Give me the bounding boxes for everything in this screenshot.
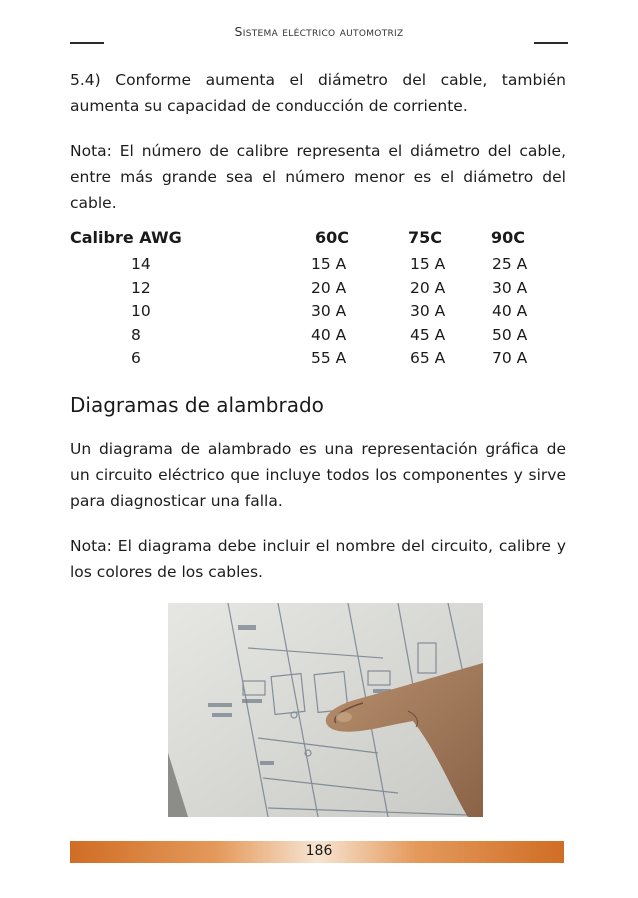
- paragraph-cable-diameter: 5.4) Conforme aumenta el diámetro del cable, también aumenta su capacidad de conducción de corriente.: [70, 71, 566, 115]
- table-row: [70, 326, 566, 350]
- note-diagram-contents: Nota: El diagrama debe incluir el nombre del circuito, calibre y los colores de los cables.: [70, 537, 566, 581]
- wiring-diagram-photo-icon: [168, 603, 483, 817]
- table-cell-90c: 40 A: [492, 302, 528, 320]
- section-heading-wiring-diagrams: Diagramas de alambrado: [70, 393, 324, 417]
- table-row: [70, 279, 566, 303]
- table-cell-90c: 70 A: [492, 349, 528, 367]
- table-cell-75c: 30 A: [410, 302, 446, 320]
- table-row: [70, 349, 566, 373]
- table-cell-90c: 25 A: [492, 255, 528, 273]
- table-cell-gauge: 8: [131, 325, 141, 344]
- table-cell-75c: 15 A: [410, 255, 446, 273]
- table-cell-60c: 20 A: [311, 278, 347, 297]
- table-cell-90c: 30 A: [492, 278, 528, 297]
- table-cell-60c: 30 A: [311, 302, 347, 320]
- table-cell-gauge: 14: [131, 255, 151, 273]
- table-row: [70, 302, 566, 326]
- table-row: [70, 255, 566, 279]
- table-header-75c: 75C: [408, 228, 443, 247]
- header-rule-right: [534, 42, 568, 44]
- header-title: Sistema eléctrico automotriz: [234, 24, 404, 39]
- page-header: [0, 20, 638, 50]
- table-body: [70, 255, 566, 373]
- table-cell-90c: 50 A: [492, 325, 528, 344]
- table-header-60c: 60C: [315, 228, 350, 247]
- table-cell-gauge: 10: [131, 302, 151, 320]
- header-rule-left: [70, 42, 104, 44]
- table-cell-60c: 15 A: [311, 255, 347, 273]
- table-cell-gauge: 12: [131, 278, 151, 297]
- wiring-diagram-photo: [168, 603, 483, 817]
- note-gauge-number: Nota: El número de calibre representa el diámetro del cable, entre más grande sea el número menor es el diámetro del cable.: [70, 142, 566, 212]
- table-cell-75c: 45 A: [410, 325, 446, 344]
- page-number: 186: [305, 843, 333, 859]
- table-header-90c: 90C: [491, 228, 526, 247]
- paragraph-wiring-diagram-definition: Un diagrama de alambrado es una representación gráfica de un circuito eléctrico que incluye todos los componentes y sirve para diagnosticar una falla.: [70, 440, 566, 510]
- table-cell-60c: 40 A: [311, 325, 347, 344]
- table-cell-gauge: 6: [131, 349, 141, 367]
- table-cell-60c: 55 A: [311, 349, 347, 367]
- awg-ampacity-table: [70, 228, 566, 373]
- table-header-row: [70, 228, 566, 255]
- table-header-gauge: Calibre AWG: [70, 228, 182, 247]
- table-cell-75c: 20 A: [410, 278, 446, 297]
- table-cell-75c: 65 A: [410, 349, 446, 367]
